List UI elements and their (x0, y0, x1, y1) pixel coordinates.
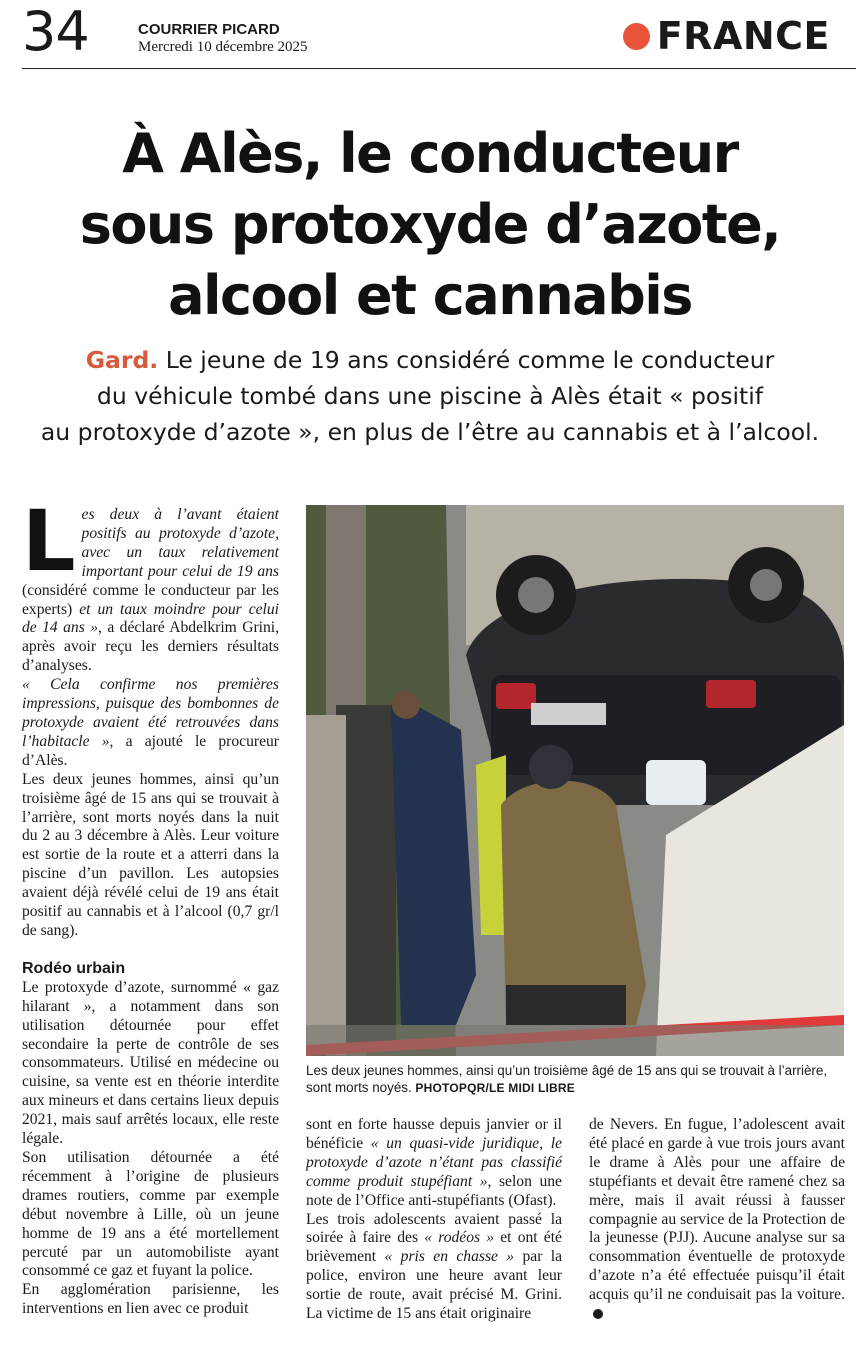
headline-line-1: À Alès, le conducteur (122, 122, 738, 185)
section-label: FRANCE (656, 14, 830, 58)
paragraph: Les deux jeunes hommes, ainsi qu’un troisième âgé de 15 ans qui se trouvait à l’arrière, sont morts noyés dans la nuit du 2 au 3 décembre à Alès. Leur voiture est sortie de la route et a atterri dans la piscine d’un pavillon. Les autopsies avaient déjà révélé celui de 19 ans était positif au cannabis et à l’alcool (0,7 gr/l de sang). (22, 770, 279, 939)
page-number: 34 (22, 0, 89, 63)
paragraph: Le protoxyde d’azote, surnommé « gaz hilarant », a notamment dans son utilisation détournée pour effet secondaire la perte de contrôle de ses consommateurs. Utilisé en médecine ou cuisine, sa vente est en théorie interdite aux mineurs et dans certains lieux depuis 2021, mais sauf arrêtés locaux, elle reste légale. (22, 978, 279, 1148)
paragraph: En agglomération parisienne, les interventions en lien avec ce produit (22, 1281, 279, 1318)
headline-line-2: sous protoxyde d’azote, (79, 193, 781, 256)
standfirst-line-2: du véhicule tombé dans une piscine à Alès était « positif (96, 382, 764, 410)
article-column-1 (22, 492, 280, 1319)
end-of-article-icon (593, 1309, 603, 1319)
photo-caption (306, 1062, 846, 1097)
paragraph: de Nevers. En fugue, l’adolescent avait été placé en garde à vue trois jours avant le drame à Alès pour une affaire de stupéfiants et devait être ramené chez sa mère, mais il avait réussi à fausser compagnie au service de la Protection de la jeunesse (PJJ). Aucune analyse sur sa consommation éventuelle de protoxyde d’azote n’a été effectuée puisqu’il était acquis qu’il ne conduisait pas la voiture. (589, 1116, 845, 1324)
paragraph: « Cela confirme nos premières impressions, puisque des bombonnes de protoxyde avaient été retrouvées dans l’habitacle », a ajouté le procureur d’Alès. (22, 676, 279, 769)
paragraph: Les deux à l’avant étaient positifs au protoxyde d’azote, avec un taux relativement important pour celui de 19 ans (considéré comme le conducteur par les experts) et un taux moindre pour celui de 14 ans », a déclaré Abdelkrim Grini, après avoir reçu les derniers résultats d’analyses. (22, 492, 280, 675)
newspaper-name: COURRIER PICARD (138, 21, 280, 38)
caption-text: Les deux jeunes hommes, ainsi qu’un troisième âgé de 15 ans qui se trouvait à l’arrière, sont morts noyés. (306, 1063, 828, 1095)
headline-line-3: alcool et cannabis (168, 264, 692, 327)
photo-credit: PHOTOPQR/LE MIDI LIBRE (415, 1081, 575, 1095)
page-header (22, 0, 856, 69)
standfirst-line-3: au protoxyde d’azote », en plus de l’être au cannabis et à l’alcool. (40, 418, 820, 446)
paragraph: Son utilisation détournée a été récemment à l’origine de plusieurs drames routiers, comme par exemple début novembre à Lille, où un jeune homme de 19 ans a été mortellement percuté par un automobiliste ayant consommé ce gaz et fuyant la police. (22, 1149, 279, 1280)
dropcap: L (22, 492, 76, 590)
publication-date: Mercredi 10 décembre 2025 (138, 39, 308, 55)
standfirst-kicker: Gard. (85, 346, 159, 374)
news-photo (306, 505, 844, 1056)
article-column-3 (589, 1116, 845, 1324)
paragraph: sont en forte hausse depuis janvier or il bénéficie « un quasi-vide juridique, le protoxyde d’azote n’étant pas classifié comme produit stupéfiant », selon une note de l’Office anti-stupéfiants (Ofast). (306, 1116, 562, 1209)
photo-illustration (306, 505, 844, 1056)
paragraph: Les trois adolescents avaient passé la soirée à faire des « rodéos » et ont été brièvement « pris en chasse » par la police, environ une heure avant leur sortie de route, avait précisé M. Grini. La victime de 15 ans était originaire (306, 1210, 562, 1323)
standfirst-line-1: Le jeune de 19 ans considéré comme le conducteur (158, 346, 775, 374)
subheading: Rodéo urbain (22, 959, 126, 977)
headline (30, 118, 830, 331)
standfirst (30, 342, 830, 450)
article-column-2 (306, 1116, 562, 1324)
section-rubric (623, 14, 830, 58)
section-dot-icon (623, 23, 650, 50)
